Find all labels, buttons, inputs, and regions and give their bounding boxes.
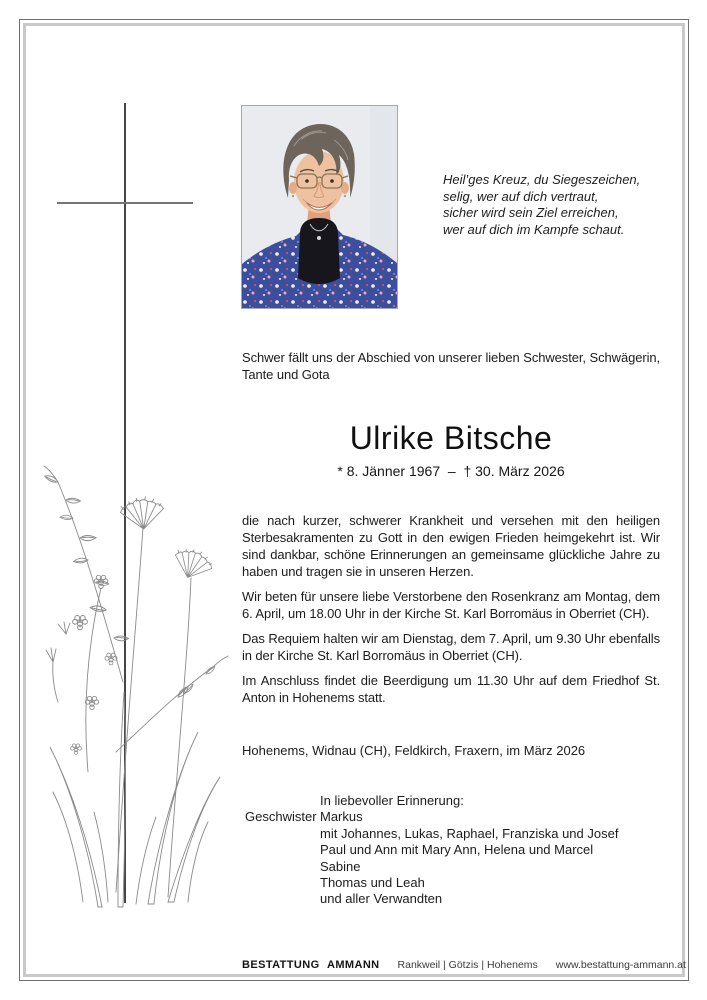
verse-line: Heil’ges Kreuz, du Siegeszeichen, — [443, 172, 641, 187]
announcement-paragraphs — [242, 512, 660, 714]
portrait-photo — [241, 105, 398, 309]
farewell-intro: Schwer fällt uns der Abschied von unserer lieben Schwester, Schwägerin, Tante und Gota — [242, 350, 660, 382]
paragraph-illness: die nach kurzer, schwerer Krankheit und versehen mit den heiligen Sterbesakramenten zu Gott in den ewigen Frieden heimgekehrt ist. Wir sind dankbar, schöne Erinnerungen an gemeinsame glückliche Jahre zu haben und tragen sie in unseren Herzen. — [242, 513, 660, 579]
footer-locations: Rankweil | Götzis | Hohenems — [397, 959, 538, 971]
brand-word-1: BESTATTUNG — [242, 959, 320, 971]
remembrance-line: mit Johannes, Lukas, Raphael, Franziska und Josef — [320, 825, 619, 841]
memorial-verse — [443, 172, 640, 238]
cross-icon-horizontal — [57, 202, 193, 204]
remembrance-line: Thomas und Leah — [320, 875, 425, 891]
wildflowers-illustration — [28, 452, 236, 912]
remembrance-line: Markus — [320, 809, 363, 825]
relation-label: Geschwister — [245, 809, 317, 825]
remembrance-block — [245, 793, 618, 908]
funeral-home-footer — [242, 959, 686, 971]
deceased-name: Ulrike Bitsche — [349, 420, 553, 456]
footer-website: www.bestattung-ammann.at — [555, 959, 686, 971]
verse-line: selig, wer auf dich vertraut, — [443, 188, 599, 204]
paragraph-rosary: Wir beten für unsere liebe Verstorbene den Rosenkranz am Montag, dem 6. April, um 18.00 Uhr in der Kirche St. Karl Borromäus in Oberriet (CH). — [242, 589, 660, 621]
verse-line: wer auf dich im Kampfe schaut. — [443, 221, 625, 237]
remembrance-heading: In liebevoller Erinnerung: — [320, 793, 464, 808]
funeral-home-brand — [242, 959, 380, 971]
portrait-illustration — [242, 106, 397, 308]
life-dates: * 8. Jänner 1967 – † 30. März 2026 — [337, 463, 565, 479]
remembrance-line: Paul und Ann mit Mary Ann, Helena und Marcel — [320, 842, 594, 858]
paragraph-requiem: Das Requiem halten wir am Dienstag, dem 7. April, um 9.30 Uhr ebenfalls in der Kirche St. Karl Borromäus in Oberriet (CH). — [242, 631, 660, 663]
remembrance-line: Sabine — [320, 858, 361, 874]
verse-line: sicher wird sein Ziel erreichen, — [443, 205, 619, 221]
places-date-line: Hohenems, Widnau (CH), Feldkirch, Fraxern, im März 2026 — [242, 743, 586, 758]
brand-word-2: AMMANN — [327, 959, 380, 971]
remembrance-line: und aller Verwandten — [320, 891, 443, 907]
paragraph-burial: Im Anschluss findet die Beerdigung um 11.30 Uhr auf dem Friedhof St. Anton in Hohenems statt. — [242, 673, 660, 705]
